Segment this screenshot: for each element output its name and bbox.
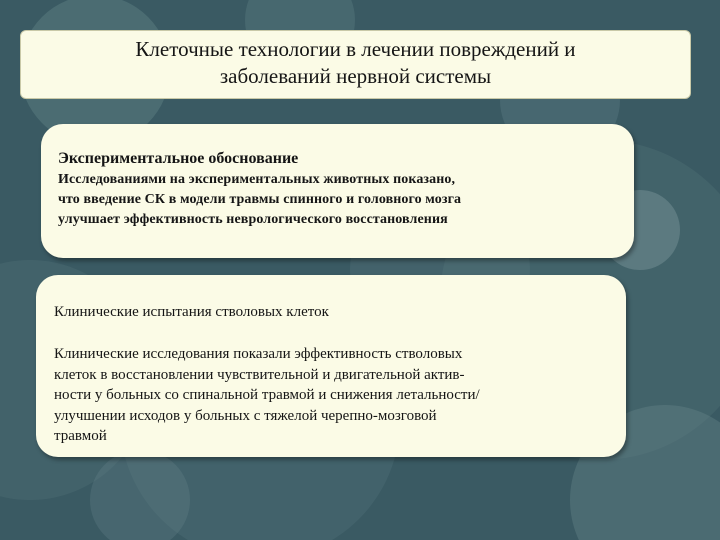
- slide-title-box: [20, 30, 691, 99]
- clinical-line: Клинические исследования показали эффективность стволовых: [54, 346, 463, 362]
- experimental-basis-panel: [41, 124, 634, 258]
- clinical-text: [54, 344, 614, 447]
- clinical-trials-panel: [36, 275, 626, 457]
- clinical-line: травмой: [54, 428, 107, 444]
- clinical-heading: Клинические испытания стволовых клеток: [54, 304, 329, 320]
- slide-title-line-2: заболеваний нервной системы: [219, 64, 492, 88]
- experimental-line: что введение СК в модели травмы спинного и головного мозга: [58, 192, 462, 207]
- clinical-line: ности у больных со спинальной травмой и снижения летальности/: [54, 387, 480, 403]
- experimental-line: улучшает эффективность неврологического восстановления: [58, 212, 448, 227]
- experimental-line: Исследованиями на экспериментальных животных показано,: [58, 172, 456, 187]
- experimental-heading: Экспериментальное обоснование: [58, 150, 299, 167]
- clinical-line: клеток в восстановлении чувствительной и двигательной актив-: [54, 366, 465, 383]
- experimental-text: [58, 170, 624, 230]
- slide-title-line-1: Клеточные технологии в лечении повреждений и: [135, 37, 576, 61]
- clinical-line: улучшении исходов у больных с тяжелой черепно-мозговой: [54, 407, 437, 424]
